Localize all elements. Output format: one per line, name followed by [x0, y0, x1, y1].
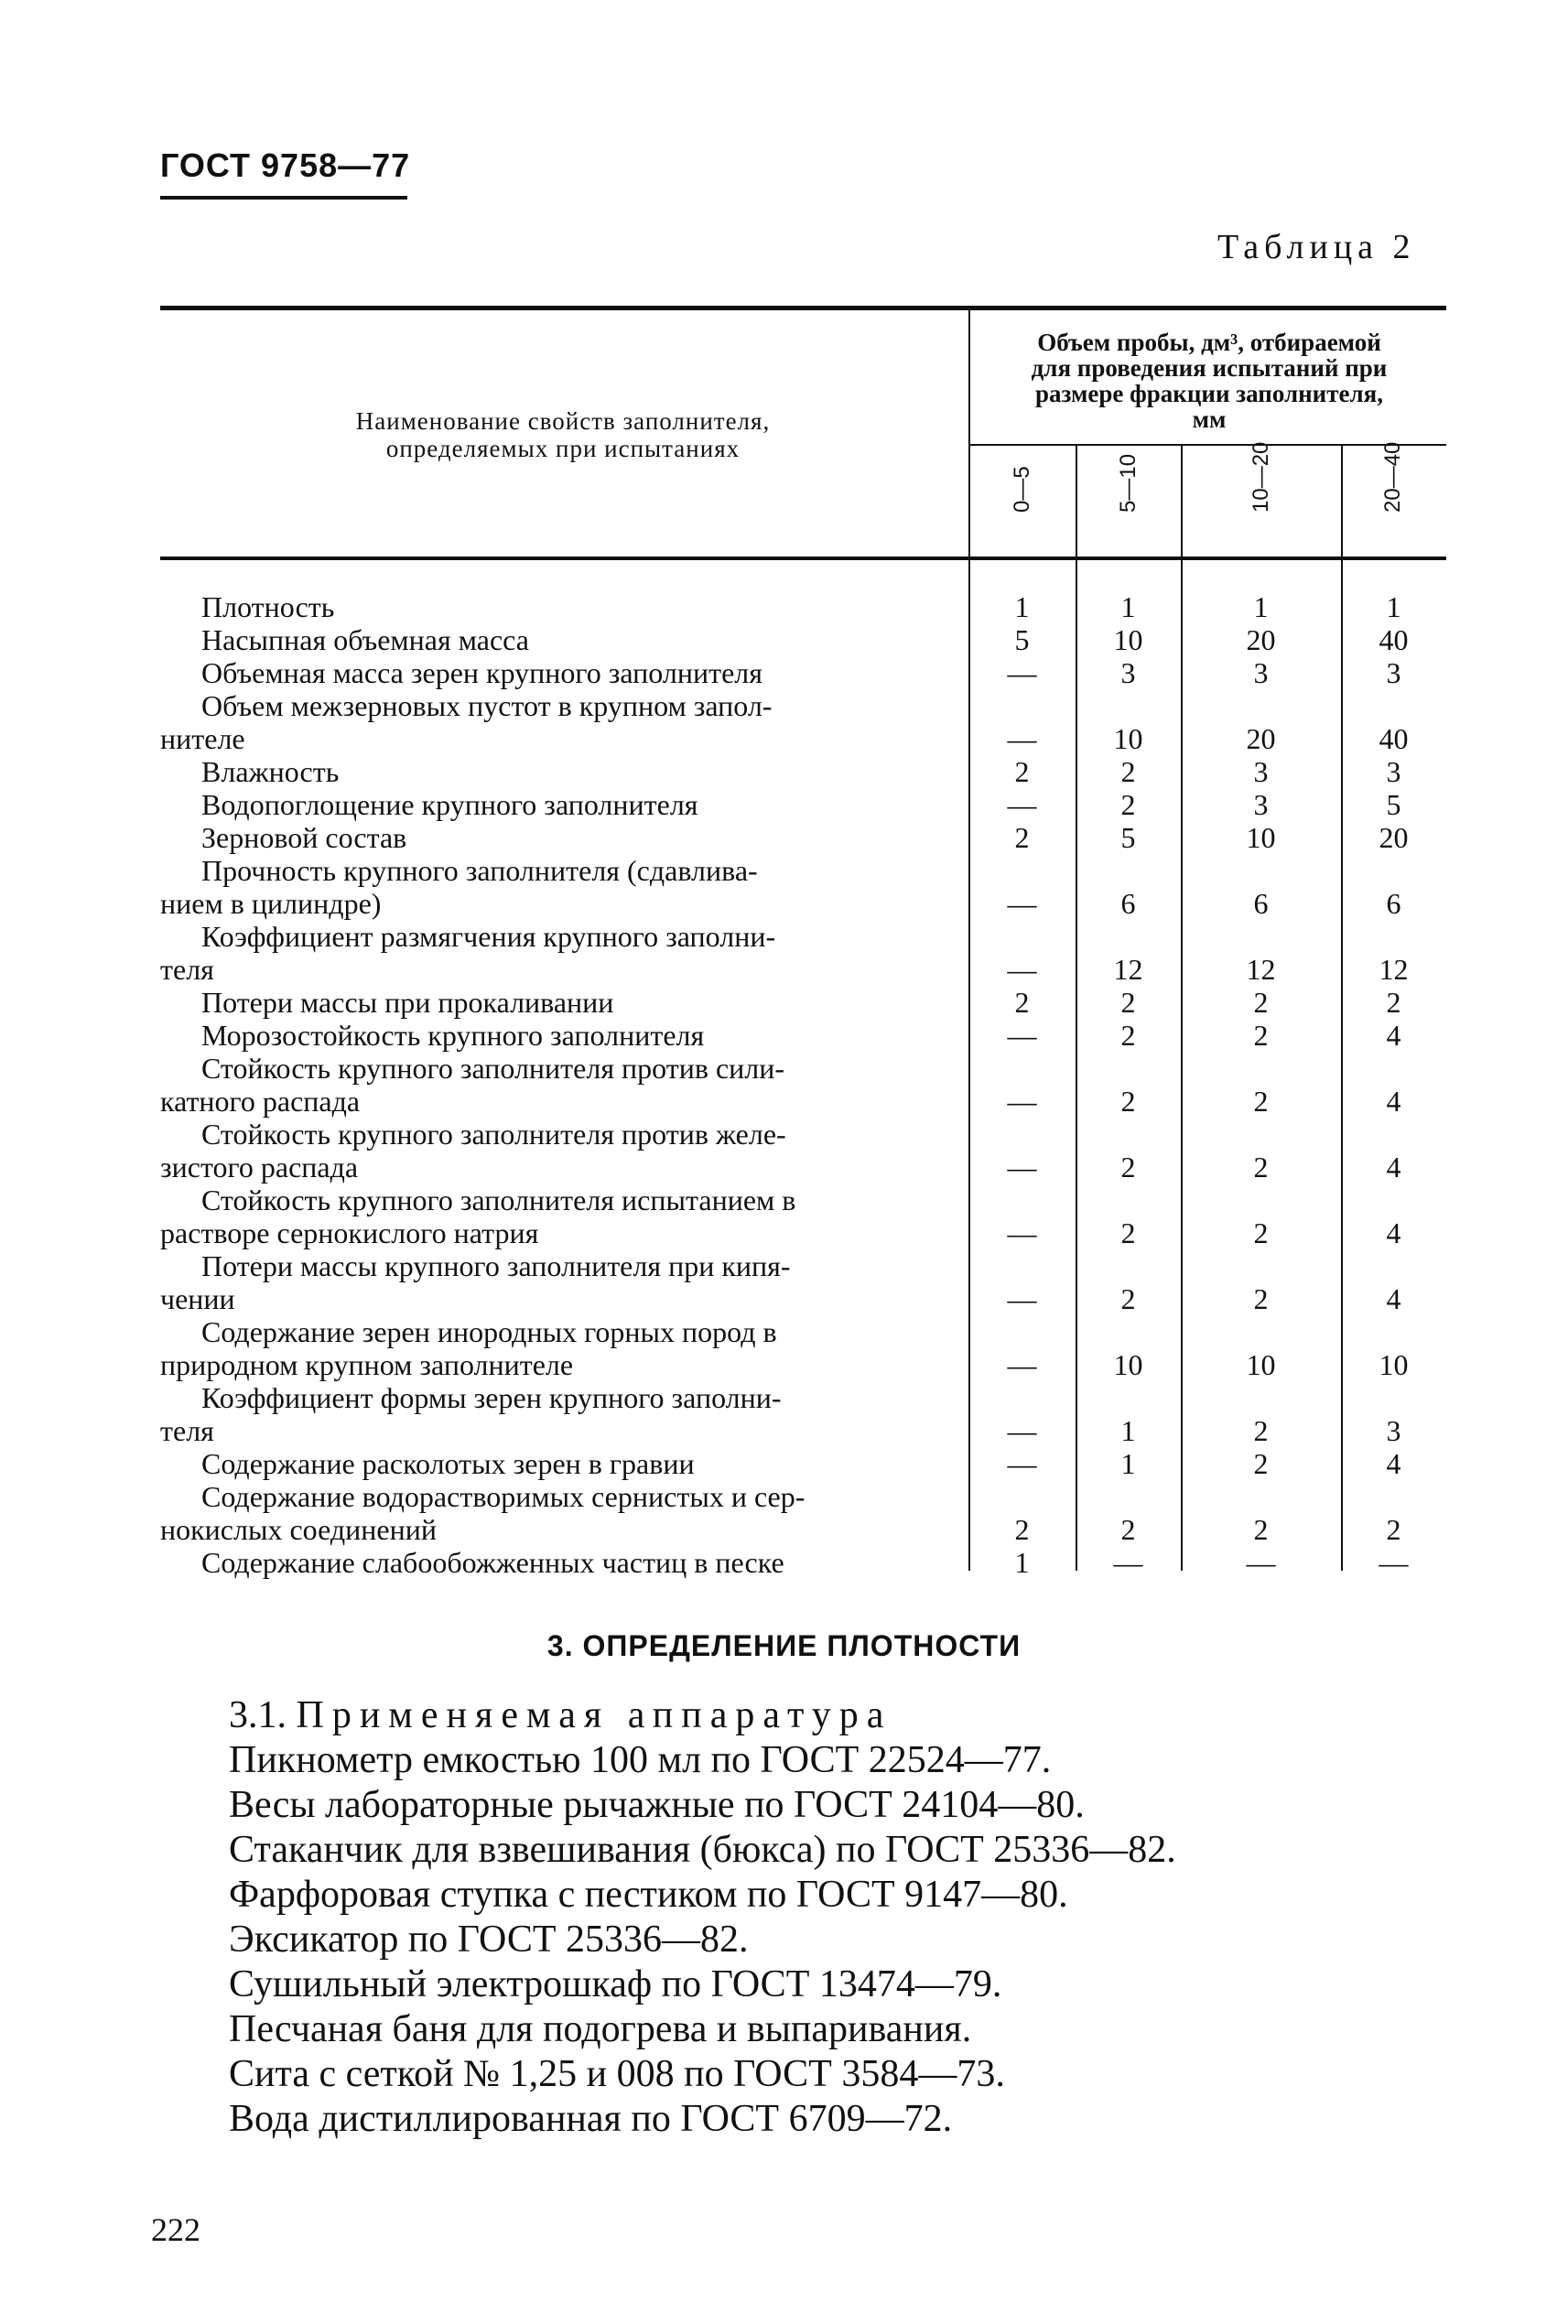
sample-volume-cell: 12: [1379, 953, 1409, 986]
apparatus-item: Вода дистиллированная по ГОСТ 6709—72.: [229, 2098, 953, 2140]
sample-volume-cell: 40: [1379, 722, 1409, 755]
sample-volume-cell: 3: [1253, 656, 1269, 689]
sample-volume-cell: 20: [1379, 821, 1409, 854]
sample-volume-cell: 6: [1253, 887, 1269, 920]
property-name-line: растворе сернокислого натрия: [160, 1216, 539, 1249]
sample-volume-cell: —: [1007, 1447, 1037, 1480]
property-name-line: Водопоглощение крупного заполнителя: [201, 788, 698, 821]
sample-volume-cell: 3: [1386, 1414, 1401, 1447]
properties-table: [160, 590, 1446, 1579]
property-name-line: Коэффициент размягчения крупного заполни-: [201, 920, 776, 953]
sample-volume-cell: 2: [1253, 1414, 1269, 1447]
table-row: [160, 854, 1446, 920]
property-name-line: теля: [160, 953, 214, 986]
header-underline: [160, 196, 407, 200]
table-row: [160, 1052, 1446, 1118]
property-name-line: Содержание слабообожженных частиц в песке: [201, 1546, 784, 1579]
sample-volume-cell: 4: [1386, 1151, 1401, 1184]
sample-volume-cell: —: [1007, 1282, 1037, 1315]
sample-volume-cell: 5: [1120, 821, 1136, 854]
property-name: [160, 1019, 968, 1052]
subsection-text: Применяемая аппаратура: [296, 1694, 892, 1736]
sample-volume-cell: 2: [1014, 755, 1030, 788]
header-line: для проведения испытаний при: [1031, 354, 1388, 382]
apparatus-item: Стаканчик для взвешивания (бюкса) по ГОСТ 25336—82.: [229, 1829, 1176, 1871]
apparatus-item: Сита с сеткой № 1,25 и 008 по ГОСТ 3584—73.: [229, 2053, 1005, 2095]
table-top-rule: [160, 306, 1446, 310]
property-name-line: Объем межзерновых пустот в крупном запол-: [201, 689, 773, 722]
sample-volume-cell: 2: [1253, 1019, 1269, 1052]
document-code: ГОСТ 9758—77: [160, 146, 411, 184]
property-name-line: Содержание водорастворимых сернистых и сер-: [201, 1480, 806, 1513]
table-row: [160, 821, 1446, 854]
property-name: [160, 854, 968, 920]
sample-volume-cell: —: [1007, 1085, 1037, 1118]
sample-volume-cell: 6: [1120, 887, 1136, 920]
sample-volume-cell: 2: [1253, 1216, 1269, 1249]
sample-volume-cell: —: [1007, 1151, 1037, 1184]
sample-volume-cell: 20: [1246, 722, 1276, 755]
sample-volume-cell: 2: [1386, 986, 1401, 1019]
sample-volume-cell: 3: [1120, 656, 1136, 689]
sample-volume-cell: —: [1007, 887, 1037, 920]
sample-volume-cell: —: [1007, 788, 1037, 821]
property-name: [160, 788, 968, 821]
sample-volume-cell: 2: [1120, 755, 1136, 788]
sample-volume-cell: 2: [1014, 1513, 1030, 1546]
sample-volume-cell: 12: [1246, 953, 1276, 986]
property-name-line: Зерновой состав: [201, 821, 407, 854]
sample-volume-cell: 10: [1113, 623, 1143, 656]
table-row: [160, 788, 1446, 821]
sample-volume-cell: —: [1007, 656, 1037, 689]
property-name: [160, 623, 968, 656]
apparatus-item: Весы лабораторные рычажные по ГОСТ 24104—80.: [229, 1784, 1085, 1826]
volume-column-header: [972, 330, 1446, 432]
table-row: [160, 986, 1446, 1019]
table-row: [160, 590, 1446, 623]
sample-volume-cell: 5: [1014, 623, 1030, 656]
fraction-label: 5—10: [1116, 453, 1141, 513]
property-name-line: нителе: [160, 722, 245, 755]
property-name: [160, 1315, 968, 1381]
apparatus-item: Песчаная баня для подогрева и выпаривания.: [229, 2008, 972, 2050]
table-row: [160, 689, 1446, 755]
sample-volume-cell: 4: [1386, 1216, 1401, 1249]
property-name: [160, 1052, 968, 1118]
header-line: размере фракции заполнителя,: [1035, 380, 1383, 407]
property-name: [160, 986, 968, 1019]
property-name-line: нокислых соединений: [160, 1513, 437, 1546]
sample-volume-cell: 2: [1253, 1151, 1269, 1184]
fraction-header-rule: [970, 444, 1446, 446]
sample-volume-cell: 10: [1113, 1348, 1143, 1381]
sample-volume-cell: 2: [1014, 986, 1030, 1019]
table-header-rule: [160, 557, 1446, 560]
sample-volume-cell: —: [1007, 953, 1037, 986]
property-name-line: Содержание расколотых зерен в гравии: [201, 1447, 695, 1480]
sample-volume-cell: 1: [1120, 590, 1136, 623]
table-row: [160, 920, 1446, 986]
table-caption: Таблица 2: [1217, 228, 1416, 266]
property-name-line: Объемная масса зерен крупного заполнителя: [201, 656, 762, 689]
sample-volume-cell: 4: [1386, 1447, 1401, 1480]
fraction-label: 0—5: [1010, 466, 1034, 513]
sample-volume-cell: 1: [1120, 1447, 1136, 1480]
sample-volume-cell: 1: [1386, 590, 1401, 623]
sample-volume-cell: 2: [1120, 1216, 1136, 1249]
sample-volume-cell: 3: [1253, 788, 1269, 821]
sample-volume-cell: 2: [1253, 1085, 1269, 1118]
table-row: [160, 1381, 1446, 1447]
property-name: [160, 656, 968, 689]
property-name-line: Насыпная объемная масса: [201, 623, 529, 656]
table-row: [160, 1184, 1446, 1249]
property-name-line: Морозостойкость крупного заполнителя: [201, 1019, 705, 1052]
sample-volume-cell: 10: [1113, 722, 1143, 755]
property-name: [160, 1480, 968, 1546]
apparatus-item: Пикнометр емкостью 100 мл по ГОСТ 22524—77.: [229, 1739, 1052, 1781]
table-row: [160, 656, 1446, 689]
table-row: [160, 755, 1446, 788]
property-name-line: Плотность: [201, 590, 335, 623]
subsection-title: [229, 1693, 1176, 1738]
sample-volume-cell: 2: [1120, 986, 1136, 1019]
property-name: [160, 1249, 968, 1315]
header-line: мм: [1192, 405, 1227, 433]
sample-volume-cell: 40: [1379, 623, 1409, 656]
sample-volume-cell: 1: [1120, 1414, 1136, 1447]
sample-volume-cell: —: [1113, 1546, 1143, 1579]
sample-volume-cell: 20: [1246, 623, 1276, 656]
sample-volume-cell: 2: [1253, 1513, 1269, 1546]
sample-volume-cell: —: [1007, 1414, 1037, 1447]
sample-volume-cell: —: [1007, 722, 1037, 755]
sample-volume-cell: 10: [1246, 1348, 1276, 1381]
apparatus-items: [229, 1738, 1176, 2142]
sample-volume-cell: 2: [1120, 1151, 1136, 1184]
sample-volume-cell: 3: [1386, 755, 1401, 788]
sample-volume-cell: —: [1246, 1546, 1276, 1579]
apparatus-item: Фарфоровая ступка с пестиком по ГОСТ 9147—80.: [229, 1874, 1068, 1916]
property-name: [160, 1381, 968, 1447]
sample-volume-cell: 4: [1386, 1282, 1401, 1315]
property-name: [160, 920, 968, 986]
property-name-line: нием в цилиндре): [160, 887, 382, 920]
sample-volume-cell: —: [1007, 1019, 1037, 1052]
sample-volume-cell: 3: [1386, 656, 1401, 689]
property-name: [160, 821, 968, 854]
section-title: 3. ОПРЕДЕЛЕНИЕ ПЛОТНОСТИ: [546, 1629, 1022, 1662]
header-line: Объем пробы, дм³, отбираемой: [1037, 329, 1381, 356]
property-name-line: катного распада: [160, 1085, 361, 1118]
table-row: [160, 1447, 1446, 1480]
sample-volume-cell: 2: [1253, 1447, 1269, 1480]
property-name-line: теля: [160, 1414, 214, 1447]
sample-volume-cell: 2: [1014, 821, 1030, 854]
table-row: [160, 1546, 1446, 1579]
sample-volume-cell: 2: [1120, 1513, 1136, 1546]
property-name: [160, 590, 968, 623]
sample-volume-cell: 5: [1386, 788, 1401, 821]
sample-volume-cell: 2: [1120, 1019, 1136, 1052]
property-name-line: Потери массы при прокаливании: [201, 986, 614, 1019]
sample-volume-cell: 4: [1386, 1085, 1401, 1118]
table-row: [160, 1118, 1446, 1184]
apparatus-item: Эксикатор по ГОСТ 25336—82.: [229, 1919, 749, 1961]
sample-volume-cell: —: [1379, 1546, 1409, 1579]
sample-volume-cell: 10: [1246, 821, 1276, 854]
table-row: [160, 623, 1446, 656]
sample-volume-cell: 2: [1120, 1085, 1136, 1118]
property-name-line: Влажность: [201, 755, 340, 788]
property-name-line: Коэффициент формы зерен крупного заполни-: [201, 1381, 782, 1414]
apparatus-list: [229, 1693, 1176, 2142]
property-name-line: природном крупном заполнителе: [160, 1348, 574, 1381]
sample-volume-cell: 2: [1120, 1282, 1136, 1315]
subsection-number: 3.1.: [229, 1694, 287, 1736]
header-line: определяемых при испытаниях: [385, 435, 741, 462]
sample-volume-cell: —: [1007, 1348, 1037, 1381]
sample-volume-cell: 2: [1253, 1282, 1269, 1315]
property-name: [160, 755, 968, 788]
property-name: [160, 1184, 968, 1249]
sample-volume-cell: 1: [1014, 1546, 1030, 1579]
property-name-line: Стойкость крупного заполнителя испытанием в: [201, 1184, 796, 1216]
sample-volume-cell: 3: [1253, 755, 1269, 788]
sample-volume-cell: 10: [1379, 1348, 1409, 1381]
table-row: [160, 1249, 1446, 1315]
property-name-line: Стойкость крупного заполнителя против сили-: [201, 1052, 785, 1085]
property-name: [160, 1546, 968, 1579]
name-column-header: [160, 407, 966, 462]
sample-volume-cell: 2: [1253, 986, 1269, 1019]
property-name-line: зистого распада: [160, 1151, 359, 1184]
sample-volume-cell: —: [1007, 1216, 1037, 1249]
property-name: [160, 1118, 968, 1184]
table-row: [160, 1315, 1446, 1381]
apparatus-item: Сушильный электрошкаф по ГОСТ 13474—79.: [229, 1963, 1002, 2005]
sample-volume-cell: 12: [1113, 953, 1143, 986]
table-row: [160, 1019, 1446, 1052]
property-name: [160, 1447, 968, 1480]
property-name: [160, 689, 968, 755]
sample-volume-cell: 2: [1386, 1513, 1401, 1546]
sample-volume-cell: 1: [1253, 590, 1269, 623]
sample-volume-cell: 2: [1120, 788, 1136, 821]
property-name-line: Потери массы крупного заполнителя при кипя-: [201, 1249, 791, 1282]
table-row: [160, 1480, 1446, 1546]
property-name-line: Стойкость крупного заполнителя против желе-: [201, 1118, 786, 1151]
page-number: 222: [151, 2211, 200, 2248]
sample-volume-cell: 6: [1386, 887, 1401, 920]
property-name-line: чении: [160, 1282, 235, 1315]
sample-volume-cell: 1: [1014, 590, 1030, 623]
property-name-line: Содержание зерен инородных горных пород в: [201, 1315, 777, 1348]
header-line: Наименование свойств заполнителя,: [355, 407, 771, 435]
fraction-label: 20—40: [1380, 441, 1405, 513]
fraction-label: 10—20: [1249, 441, 1273, 513]
property-name-line: Прочность крупного заполнителя (сдавлива-: [201, 854, 758, 887]
sample-volume-cell: 4: [1386, 1019, 1401, 1052]
